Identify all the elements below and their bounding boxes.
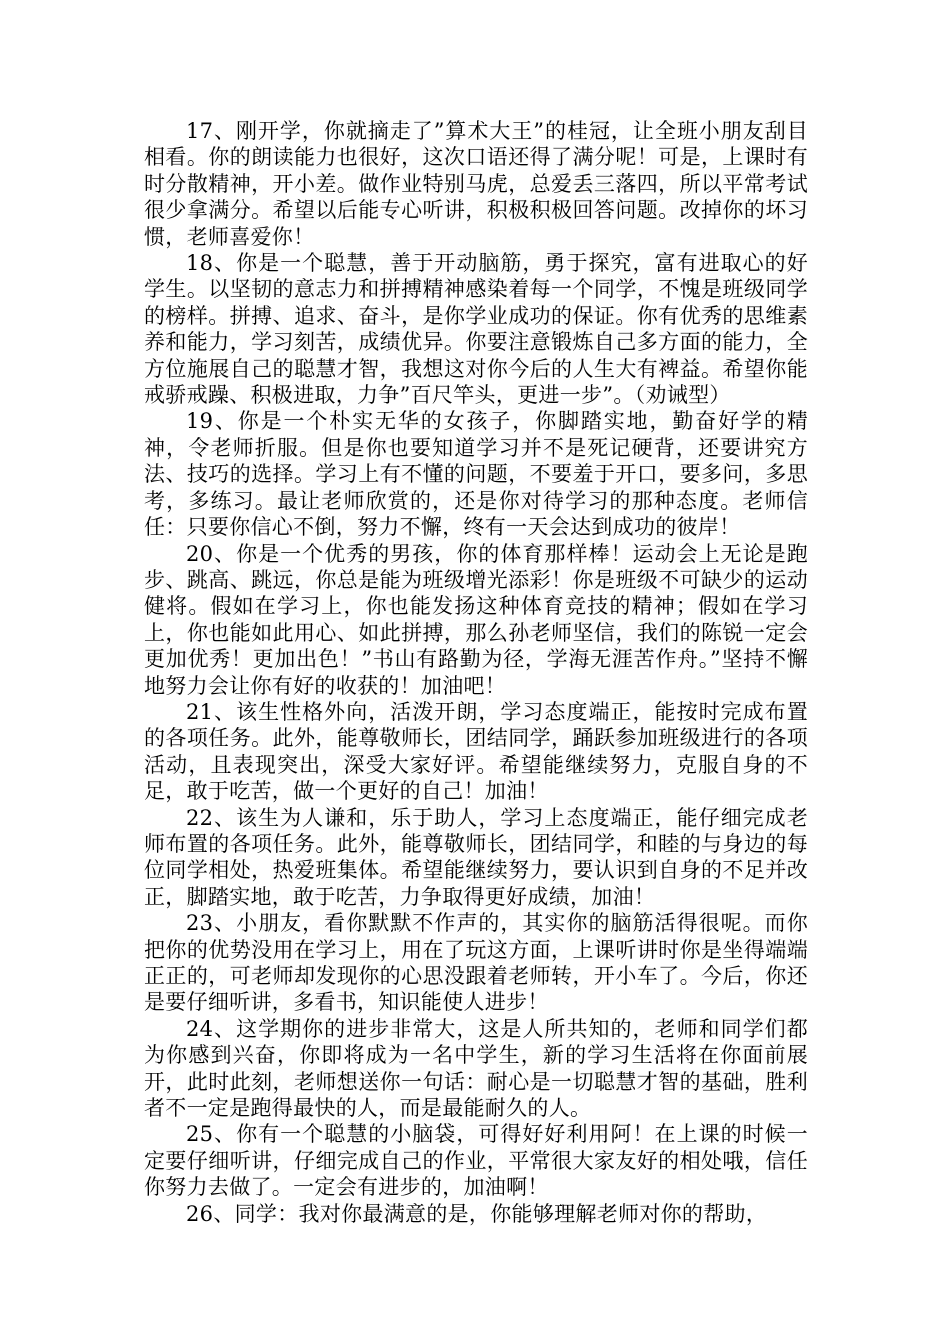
comment-paragraph-24: 24、这学期你的进步非常大，这是人所共知的，老师和同学们都为你感到兴奋，你即将成为一名中学生，新的学习生活将在你面前展开，此时此刻，老师想送你一句话：耐心是一切聪慧才智的基础，胜利者不一定是跑得最快的人，而是最能耐久的人。 <box>144 1016 808 1121</box>
document-body <box>144 118 808 1227</box>
comment-paragraph-23: 23、小朋友，看你默默不作声的，其实你的脑筋活得很呢。而你把你的优势没用在学习上，用在了玩这方面，上课听讲时你是坐得端端正正的，可老师却发现你的心思没跟着老师转，开小车了。今后，你还是要仔细听讲，多看书，知识能使人进步！ <box>144 911 808 1015</box>
comment-paragraph-17: 17、刚开学，你就摘走了”算术大王”的桂冠，让全班小朋友刮目相看。你的朗读能力也很好，这次口语还得了满分呢！可是，上课时有时分散精神，开小差。做作业特别马虎，总爱丢三落四，所以平常考试很少拿满分。希望以后能专心听讲，积极积极回答问题。改掉你的坏习惯，老师喜爱你！ <box>144 119 808 249</box>
comment-paragraph-19: 19、你是一个朴实无华的女孩子，你脚踏实地，勤奋好学的精神，令老师折服。但是你也要知道学习并不是死记硬背，还要讲究方法、技巧的选择。学习上有不懂的问题，不要羞于开口，要多问，多思考，多练习。最让老师欣赏的，还是你对待学习的那种态度。老师信任：只要你信心不倒，努力不懈，终有一天会达到成功的彼岸！ <box>144 409 808 540</box>
comment-paragraph-22: 22、该生为人谦和，乐于助人，学习上态度端正，能仔细完成老师布置的各项任务。此外，能尊敬师长，团结同学，和睦的与身边的每位同学相处，热爱班集体。希望能继续努力，要认识到自身的不足并改正，脚踏实地，敢于吃苦，力争取得更好成绩，加油！ <box>144 805 808 909</box>
comment-paragraph-25: 25、你有一个聪慧的小脑袋，可得好好利用阿！在上课的时候一定要仔细听讲，仔细完成自己的作业，平常很大家友好的相处哦，信任你努力去做了。一定会有进步的，加油啊！ <box>144 1122 808 1200</box>
comment-paragraph-18: 18、你是一个聪慧，善于开动脑筋，勇于探究，富有进取心的好学生。以坚韧的意志力和拼搏精神感染着每一个同学，不愧是班级同学的榜样。拼搏、追求、奋斗，是你学业成功的保证。你有优秀的思维素养和能力，学习刻苦，成绩优异。你要注意锻炼自己多方面的能力，全方位施展自己的聪慧才智，我想这对你今后的人生大有裨益。希望你能戒骄戒躁、积极进取，力争”百尺竿头，更进一步”。（劝诫型） <box>144 251 808 408</box>
comment-paragraph-21: 21、该生性格外向，活泼开朗，学习态度端正，能按时完成布置的各项任务。此外，能尊敬师长，团结同学，踊跃参加班级进行的各项活动，且表现突出，深受大家好评。希望能继续努力，克服自身的不足，敢于吃苦，做一个更好的自己！加油！ <box>144 699 808 804</box>
comment-paragraph-26: 26、同学：我对你最满意的是，你能够理解老师对你的帮助， <box>186 1201 768 1226</box>
comment-paragraph-20: 20、你是一个优秀的男孩，你的体育那样棒！运动会上无论是跑步、跳高、跳远，你总是能为班级增光添彩！你是班级不可缺少的运动健将。假如在学习上，你也能发扬这种体育竞技的精神；假如在学习上，你也能如此用心、如此拼搏，那么孙老师坚信，我们的陈锐一定会更加优秀！更加出色！”书山有路勤为径，学海无涯苦作舟。”坚持不懈地努力会让你有好的收获的！加油吧！ <box>144 541 808 698</box>
